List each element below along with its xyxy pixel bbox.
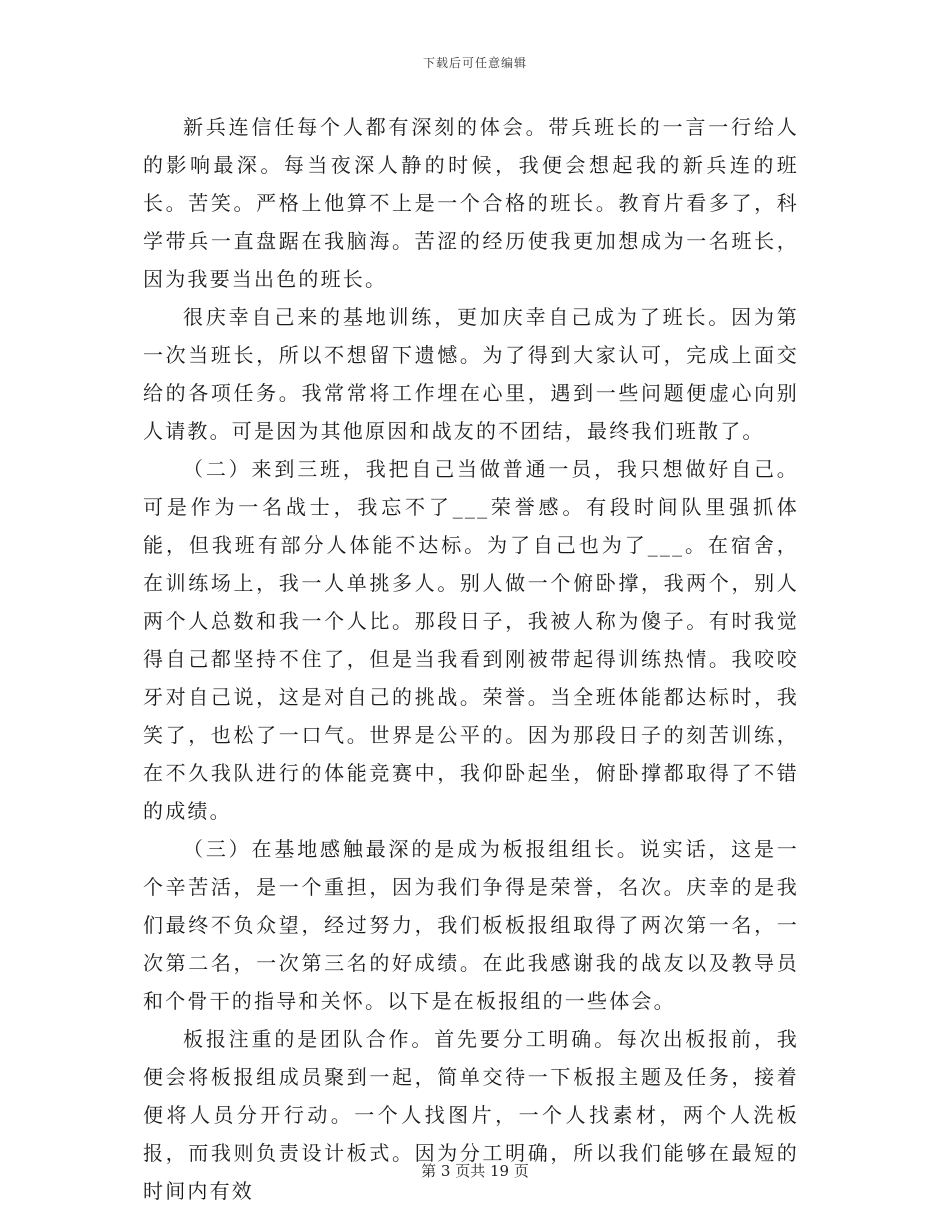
paragraph-section-3: （三）在基地感触最深的是成为板报组组长。说实话，这是一个辛苦活，是一个重担，因为我们争得是荣誉，名次。庆幸的是我们最终不负众望，经过努力，我们板板报组取得了两次第一名，一次第二名，一次第三名的好成绩。在此我感谢我的战友以及教导员和个骨干的指导和关怀。以下是在板报组的一些体会。: [143, 837, 799, 1013]
paragraph-2: 很庆幸自己来的基地训练，更加庆幸自己成为了班长。因为第一次当班长，所以不想留下遗憾。为了得到大家认可，完成上面交给的各项任务。我常常将工作埋在心里，遇到一些问题便虚心向别人请教。可是因为其他原因和战友的不团结，最终我们班散了。: [143, 305, 799, 443]
paragraph-1: 新兵连信任每个人都有深刻的体会。带兵班长的一言一行给人的影响最深。每当夜深人静的时候，我便会想起我的新兵连的班长。苦笑。严格上他算不上是一个合格的班长。教育片看多了，科学带兵一直盘踞在我脑海。苦涩的经历使我更加想成为一名班长，因为我要当出色的班长。: [143, 115, 799, 291]
page-header: 下载后可任意编辑: [422, 56, 527, 70]
document-body: [143, 108, 799, 1210]
paragraph-section-2: （二）来到三班，我把自己当做普通一员，我只想做好自己。可是作为一名战士，我忘不了___荣誉感。有段时间队里强抓体能，但我班有部分人体能不达标。为了自己也为了___。在宿舍，在训练场上，我一人单挑多人。别人做一个俯卧撑，我两个，别人两个人总数和我一个人比。那段日子，我被人称为傻子。有时我觉得自己都坚持不住了，但是当我看到刚被带起得训练热情。我咬咬牙对自己说，这是对自己的挑战。荣誉。当全班体能都达标时，我笑了，也松了一口气。世界是公平的。因为那段日子的刻苦训练，在不久我队进行的体能竞赛中，我仰卧起坐，俯卧撑都取得了不错的成绩。: [143, 457, 799, 823]
page-number-footer: 第 3 页共 19 页: [421, 1162, 529, 1180]
paragraph-5: 板报注重的是团队合作。首先要分工明确。每次出板报前，我便会将板报组成员聚到一起，简单交待一下板报主题及任务，接着便将人员分开行动。一个人找图片，一个人找素材，两个人洗板报，而我则负责设计板式。因为分工明确，所以我们能够在最短的时间内有效: [143, 1027, 799, 1203]
